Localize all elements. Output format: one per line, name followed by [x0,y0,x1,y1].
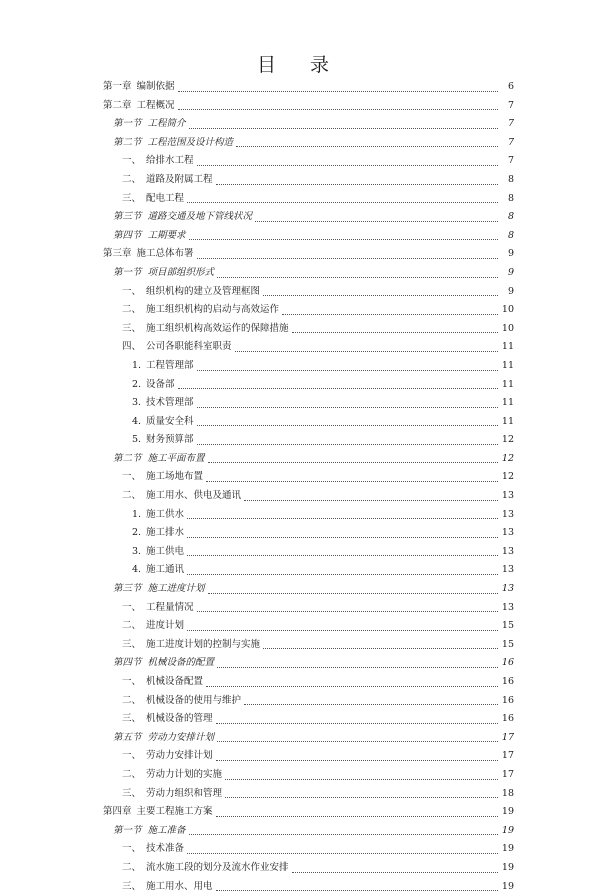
dot-leader [225,779,498,780]
toc-entry-text: 编制依据 [136,81,175,92]
toc-entry-text: 施工平面布置 [147,452,205,464]
toc-entry[interactable] [0,264,600,283]
dot-leader [217,741,498,742]
dot-leader [236,146,498,147]
toc-entry-page: 13 [501,490,514,502]
toc-entry-number: 第四节 [113,657,142,669]
toc-entry-label [113,654,216,673]
toc-entry-text: 设备部 [146,378,175,390]
dot-leader [206,686,498,687]
toc-entry-label [122,301,281,320]
toc-entry-number: 第一节 [113,118,142,130]
toc-entry-page: 9 [507,266,514,278]
toc-entry-text: 质量安全科 [146,415,194,427]
toc-entry-number: 三、 [122,638,142,650]
toc-entry-number: 第四章 [103,806,132,818]
toc-entry-number: 一、 [122,601,142,613]
toc-entry[interactable] [0,692,600,711]
toc-entry-text: 施工进度计划的控制与实施 [146,638,261,650]
dot-leader [235,351,498,352]
toc-entry-page: 19 [501,861,514,873]
toc-entry-page: 8 [507,229,514,241]
toc-entry-number: 二、 [122,768,142,780]
toc-entry-page: 11 [501,341,514,353]
toc-entry-text: 施工通讯 [146,564,185,576]
toc-entry-label [122,859,291,878]
dot-leader [197,425,498,426]
toc-entry-number: 3. [132,397,142,409]
toc-entry-page: 11 [501,397,514,409]
toc-entry-number: 二、 [122,861,142,873]
dot-leader [216,723,498,724]
toc-entry-page: 10 [501,322,514,334]
toc-entry-page: 11 [501,378,514,390]
table-of-contents [0,78,600,896]
toc-entry-label [122,487,243,506]
toc-entry[interactable] [0,245,600,264]
toc-entry-text: 进度计划 [146,620,185,632]
toc-entry-number: 二、 [122,490,142,502]
toc-entry-label [113,729,216,748]
toc-entry-text: 施工用水、供电及通讯 [146,490,242,502]
toc-entry[interactable] [0,78,600,97]
toc-entry-page: 6 [507,81,514,92]
toc-entry-page: 13 [501,601,514,613]
toc-entry-page: 16 [501,676,514,687]
toc-entry-text: 施工总体布署 [136,248,194,260]
toc-entry[interactable] [0,413,600,432]
toc-entry-text: 施工供水 [146,508,185,520]
toc-entry-page: 12 [501,471,514,483]
page-title: 目 录 [256,54,344,76]
dot-leader [263,648,498,649]
toc-entry-label [122,785,224,804]
toc-entry-text: 机械设备的管理 [146,713,213,725]
toc-entry-page: 16 [501,713,514,725]
toc-entry-page: 7 [507,136,514,148]
toc-entry-text: 施工准备 [147,824,186,836]
toc-entry-text: 道路及附属工程 [146,173,213,185]
dot-leader [197,407,498,408]
toc-entry-number: 第五节 [113,731,142,743]
toc-entry-number: 二、 [122,620,142,632]
toc-entry[interactable] [0,320,600,339]
toc-entry-label [113,208,254,227]
toc-entry-page: 17 [501,750,514,762]
toc-entry[interactable] [0,431,600,450]
toc-entry-number: 一、 [122,676,142,687]
dot-leader [197,611,498,612]
toc-entry-label [132,357,196,376]
toc-entry-number: 四、 [122,341,142,353]
toc-entry-page: 15 [501,638,514,650]
toc-entry-page: 19 [501,880,514,892]
toc-entry-label [122,338,234,357]
toc-entry-text: 技术管理部 [146,397,194,409]
toc-entry[interactable] [0,785,600,804]
toc-entry[interactable] [0,450,600,469]
dot-leader [206,481,498,482]
toc-entry-text: 施工供电 [146,545,185,557]
dot-leader [178,388,498,389]
toc-entry[interactable] [0,171,600,190]
toc-entry-label [132,543,186,562]
toc-entry-label [122,468,205,487]
toc-entry[interactable] [0,654,600,673]
toc-entry-text: 施工组织机构的启动与高效运作 [146,304,280,316]
toc-entry[interactable] [0,338,600,357]
toc-entry[interactable] [0,673,600,692]
toc-entry-page: 18 [501,787,514,799]
toc-entry-label [132,561,186,580]
toc-entry-text: 劳动力安排计划 [146,750,213,762]
toc-entry[interactable] [0,822,600,841]
toc-entry-number: 一、 [122,843,142,855]
toc-entry[interactable] [0,152,600,171]
toc-entry-label [122,320,291,339]
toc-entry-number: 3. [132,545,142,557]
toc-entry-number: 第二章 [103,99,132,111]
dot-leader [178,91,498,92]
toc-entry-label [113,264,216,283]
toc-entry[interactable] [0,524,600,543]
toc-entry-text: 机械设备的配置 [147,657,215,669]
dot-leader [217,277,498,278]
toc-entry-label [132,431,196,450]
toc-entry-text: 工程量情况 [146,601,194,613]
toc-entry[interactable] [0,747,600,766]
toc-entry-number: 三、 [122,322,142,334]
toc-entry-label [113,134,235,153]
toc-entry[interactable] [0,283,600,302]
toc-entry-page: 13 [501,545,514,557]
toc-entry-label [122,636,262,655]
toc-entry-text: 工程范围及设计构造 [147,136,234,148]
toc-entry-number: 4. [132,415,142,427]
toc-entry[interactable] [0,561,600,580]
toc-entry-label [132,413,196,432]
toc-entry[interactable] [0,190,600,209]
toc-entry-label [113,580,207,599]
toc-entry-text: 财务预算部 [146,434,194,446]
dot-leader [197,258,498,259]
toc-entry-number: 二、 [122,173,142,185]
toc-entry[interactable] [0,115,600,134]
toc-entry-number: 一、 [122,750,142,762]
toc-entry-page: 16 [501,694,514,706]
dot-leader [282,314,498,315]
dot-leader [292,872,498,873]
toc-entry-label [132,376,177,395]
toc-entry-label [113,115,188,134]
toc-entry[interactable] [0,208,600,227]
toc-entry-page: 7 [507,118,514,130]
toc-entry-page: 17 [501,731,514,743]
toc-entry-label [113,227,188,246]
toc-entry-number: 第一章 [103,81,132,92]
dot-leader [189,128,498,129]
toc-entry-text: 工期要求 [147,229,186,241]
toc-entry-text: 配电工程 [146,192,185,204]
toc-entry-text: 施工场地布置 [146,471,204,483]
dot-leader [244,704,498,705]
toc-entry-number: 三、 [122,787,142,799]
toc-entry-text: 劳动力安排计划 [147,731,215,743]
toc-entry-text: 机械设备配置 [146,676,204,687]
dot-leader [187,518,498,519]
toc-entry-label [103,97,177,116]
toc-entry[interactable] [0,487,600,506]
toc-entry-label [132,394,196,413]
dot-leader [216,816,498,817]
toc-entry-label [122,152,196,171]
toc-entry-text: 工程管理部 [146,359,194,371]
toc-entry[interactable] [0,599,600,618]
toc-entry-number: 三、 [122,192,142,204]
toc-entry-number: 第三章 [103,248,132,260]
toc-entry[interactable] [0,357,600,376]
dot-leader [216,760,498,761]
toc-entry-number: 二、 [122,694,142,706]
toc-entry-page: 17 [501,768,514,780]
toc-entry-label [122,766,224,785]
toc-entry-label [132,524,186,543]
toc-entry[interactable] [0,766,600,785]
toc-entry-label [103,78,177,97]
toc-entry-label [103,803,215,822]
toc-entry-page: 10 [501,304,514,316]
toc-entry-label [113,822,188,841]
toc-entry-text: 劳动力计划的实施 [146,768,223,780]
toc-entry-page: 12 [501,434,514,446]
toc-entry-text: 项目部组织形式 [147,266,215,278]
dot-leader [225,797,498,798]
toc-entry-page: 13 [501,564,514,576]
dot-leader [187,853,498,854]
toc-entry-page: 13 [501,527,514,539]
dot-leader [244,500,498,501]
dot-leader [178,109,498,110]
toc-entry[interactable] [0,97,600,116]
toc-entry[interactable] [0,710,600,729]
toc-entry-label [122,692,243,711]
dot-leader [208,593,498,594]
dot-leader [187,630,498,631]
toc-entry[interactable] [0,729,600,748]
dot-leader [255,221,498,222]
dot-leader [197,165,498,166]
toc-entry[interactable] [0,468,600,487]
toc-entry-number: 三、 [122,880,142,892]
toc-entry-text: 技术准备 [146,843,185,855]
dot-leader [187,202,498,203]
toc-entry-label [122,673,205,692]
toc-entry-text: 流水施工段的划分及流水作业安排 [146,861,289,873]
dot-leader [187,574,498,575]
dot-leader [217,667,498,668]
toc-entry-number: 2. [132,527,142,539]
toc-entry[interactable] [0,840,600,859]
toc-entry-text: 工程概况 [136,99,175,111]
dot-leader [187,537,498,538]
toc-entry-text: 工程简介 [147,118,186,130]
toc-entry-page: 13 [501,583,514,595]
dot-leader [189,239,498,240]
toc-entry[interactable] [0,394,600,413]
dot-leader [208,462,498,463]
toc-entry-label [113,450,207,469]
toc-entry-text: 给排水工程 [146,155,194,167]
dot-leader [187,555,498,556]
toc-entry[interactable] [0,227,600,246]
toc-entry-label [122,710,215,729]
toc-entry-text: 主要工程施工方案 [136,806,213,818]
toc-entry-page: 13 [501,508,514,520]
toc-entry-text: 道路交通及地下管线状况 [147,211,253,223]
toc-entry-number: 第一节 [113,824,142,836]
toc-entry-page: 7 [507,155,514,167]
toc-entry-number: 第四节 [113,229,142,241]
toc-entry[interactable] [0,803,600,822]
toc-entry-label [122,747,215,766]
toc-entry-text: 组织机构的建立及管理框图 [146,285,261,297]
toc-entry-number: 一、 [122,285,142,297]
toc-entry-number: 二、 [122,304,142,316]
toc-entry-number: 1. [132,359,142,371]
dot-leader [216,184,498,185]
toc-entry[interactable] [0,878,600,896]
dot-leader [216,890,498,891]
toc-entry[interactable] [0,301,600,320]
toc-entry-page: 16 [501,657,514,669]
toc-entry-label [132,506,186,525]
toc-entry[interactable] [0,376,600,395]
toc-entry-number: 1. [132,508,142,520]
toc-entry-number: 第一节 [113,266,142,278]
toc-entry-number: 第三节 [113,211,142,223]
toc-entry-page: 8 [507,173,514,185]
toc-entry[interactable] [0,617,600,636]
toc-entry-label [122,840,186,859]
toc-entry-text: 施工进度计划 [147,583,205,595]
toc-entry-number: 5. [132,434,142,446]
toc-entry[interactable] [0,506,600,525]
toc-entry-page: 8 [507,192,514,204]
dot-leader [189,834,498,835]
toc-entry-page: 9 [507,248,514,260]
toc-entry-text: 劳动力组织和管理 [146,787,223,799]
toc-entry-text: 机械设备的使用与维护 [146,694,242,706]
toc-entry-page: 8 [507,211,514,223]
toc-entry-page: 15 [501,620,514,632]
toc-entry[interactable] [0,859,600,878]
toc-entry-label [103,245,196,264]
toc-entry-page: 11 [501,359,514,371]
toc-entry-label [122,617,186,636]
toc-entry-text: 施工组织机构高效运作的保障措施 [146,322,289,334]
toc-entry-number: 2. [132,378,142,390]
toc-entry[interactable] [0,636,600,655]
toc-entry-text: 施工用水、用电 [146,880,213,892]
toc-entry-page: 7 [507,99,514,111]
toc-entry-number: 4. [132,564,142,576]
toc-entry-label [122,283,262,302]
dot-leader [197,444,498,445]
toc-entry-page: 19 [501,824,514,836]
dot-leader [263,295,498,296]
toc-entry-number: 第二节 [113,136,142,148]
toc-entry-number: 第三节 [113,583,142,595]
toc-entry-number: 第二节 [113,452,142,464]
toc-entry[interactable] [0,134,600,153]
toc-entry-number: 三、 [122,713,142,725]
toc-entry[interactable] [0,543,600,562]
dot-leader [197,370,498,371]
toc-entry-page: 19 [501,843,514,855]
toc-entry-page: 11 [501,415,514,427]
toc-entry-page: 9 [507,285,514,297]
toc-entry-page: 12 [501,452,514,464]
toc-entry-number: 一、 [122,471,142,483]
toc-entry-label [122,190,186,209]
toc-entry-label [122,171,215,190]
toc-entry-text: 施工排水 [146,527,185,539]
toc-entry-label [122,599,196,618]
toc-entry-number: 一、 [122,155,142,167]
toc-entry-text: 公司各职能科室职责 [146,341,232,353]
toc-entry-page: 19 [501,806,514,818]
dot-leader [292,332,498,333]
toc-entry-label [122,878,215,896]
toc-entry[interactable] [0,580,600,599]
